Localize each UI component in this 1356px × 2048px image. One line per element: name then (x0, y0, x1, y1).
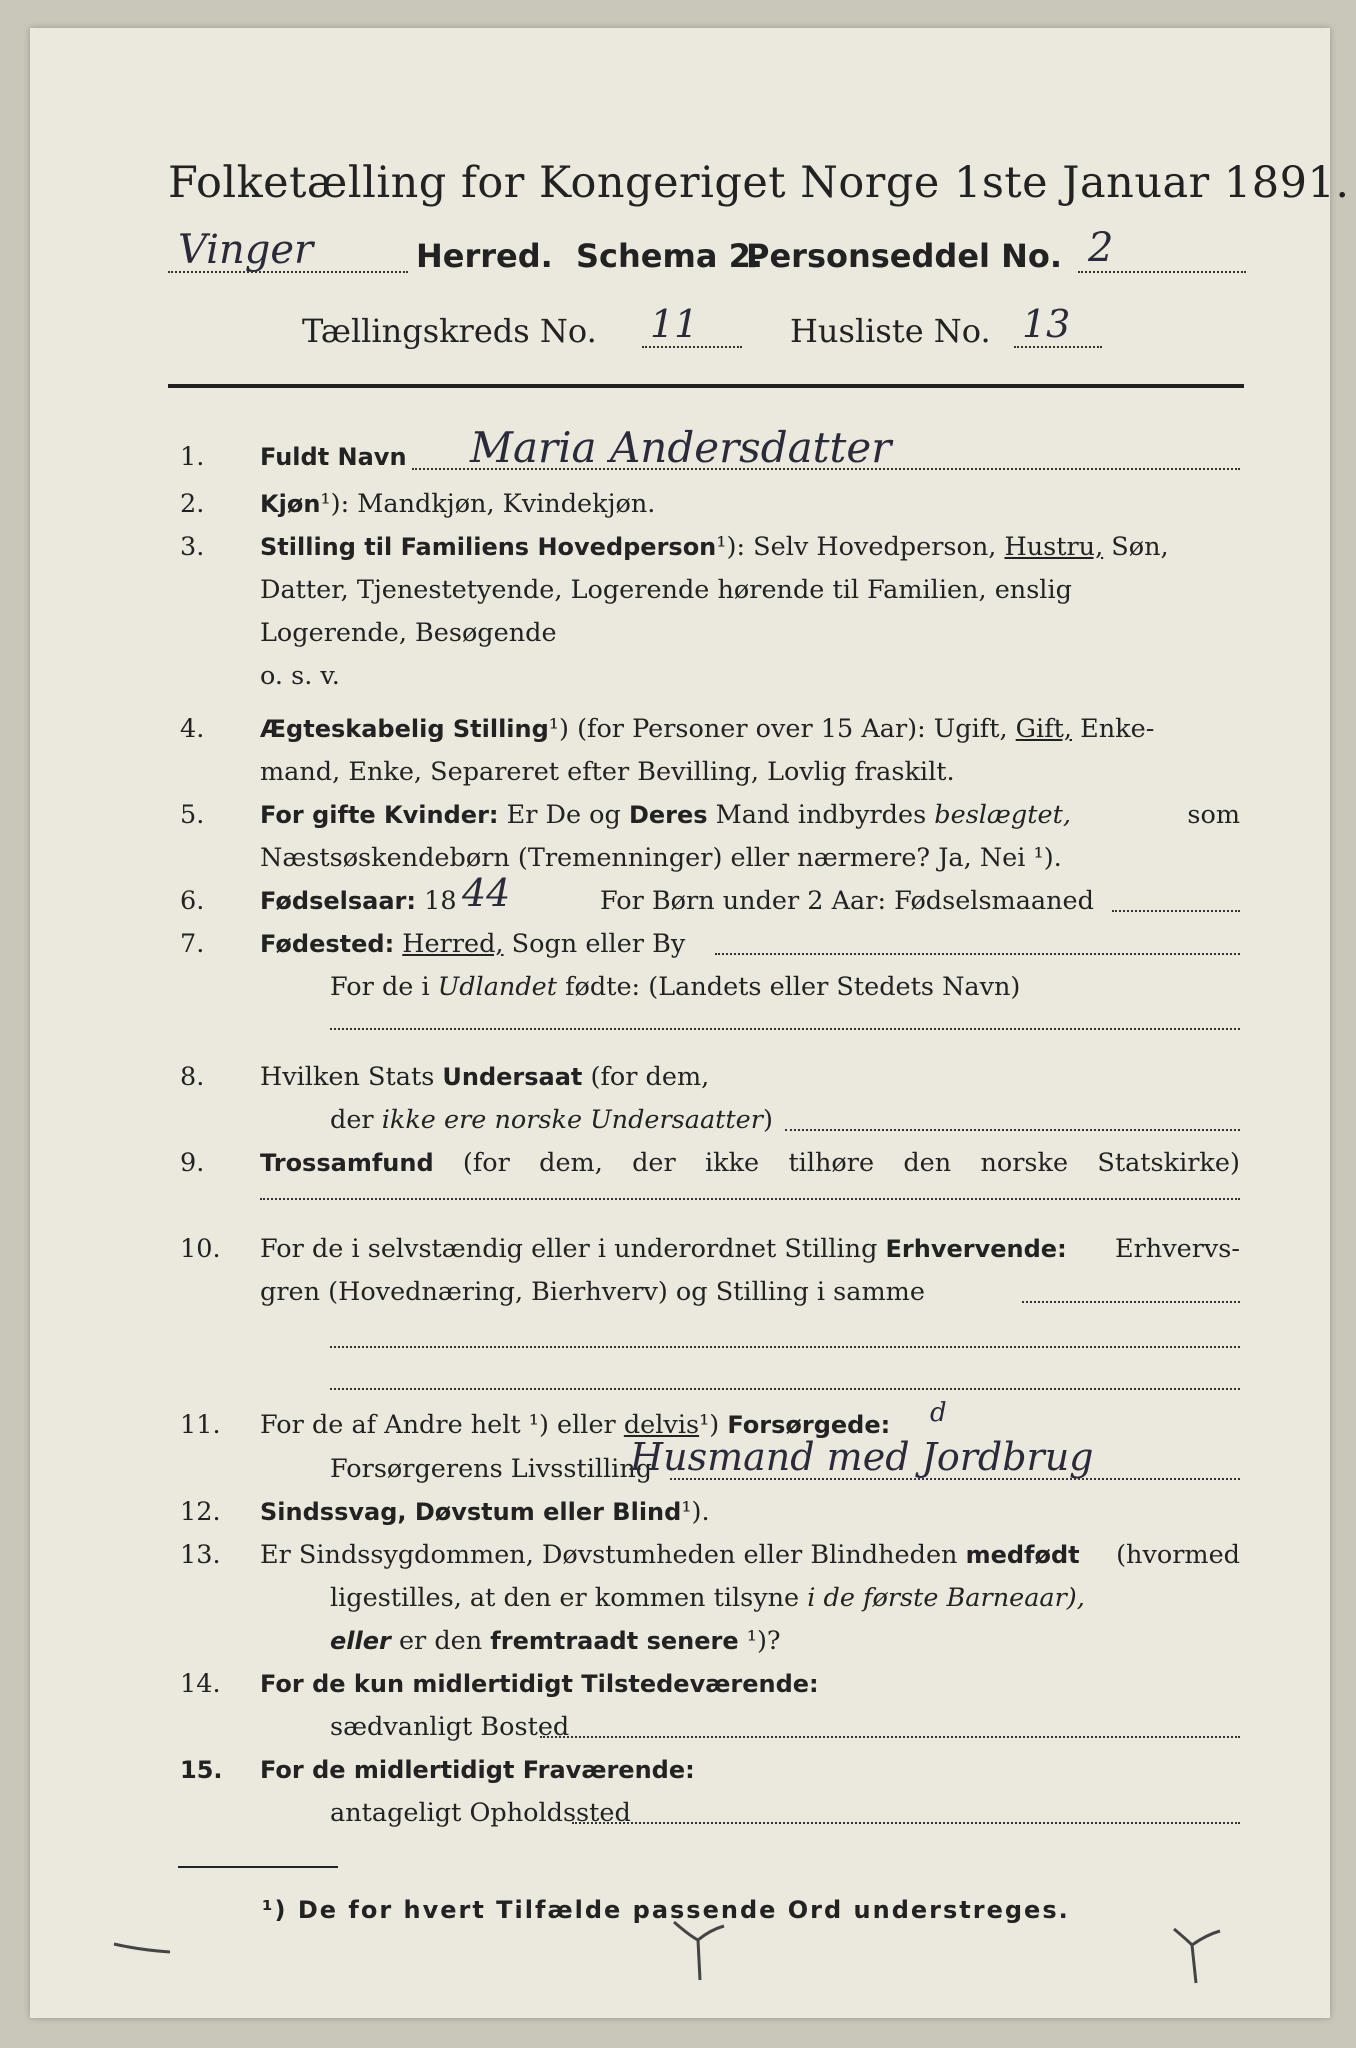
field-3-number: 3. (180, 532, 205, 562)
field-7-label: Fødested: (260, 930, 395, 958)
field-2-options: ¹): Mandkjøn, Kvindekjøn. (320, 489, 656, 519)
field-6-label: Fødselsaar: (260, 887, 416, 915)
field-10-dotted-line (1022, 1301, 1240, 1303)
taellingskreds-dotted-line (642, 346, 742, 348)
schema-label: Schema 2. (576, 237, 763, 275)
husliste-dotted-line (1014, 346, 1102, 348)
field-11-dotted-line (670, 1478, 1240, 1480)
taellingskreds-label: Tællingskreds No. (302, 312, 597, 350)
field-1-number: 1. (180, 442, 205, 472)
field-3-text-a: ¹): Selv Hovedperson, (716, 532, 997, 562)
field-4-gift-underlined: Gift, (1015, 714, 1072, 744)
field-9-label: Trossamfund (260, 1149, 434, 1177)
field-4-number: 4. (180, 714, 205, 744)
field-11-value: Husmand med Jordbrug (630, 1435, 1094, 1479)
field-11-number: 11. (180, 1410, 221, 1440)
pencil-mark-center (670, 1918, 730, 1988)
field-7-dotted-line (715, 953, 1240, 955)
field-7-number: 7. (180, 929, 205, 959)
herred-value: Vinger (178, 227, 314, 273)
field-14-dotted-line (540, 1736, 1240, 1738)
taellingskreds-line (302, 302, 1202, 358)
personseddel-label: Personseddel No. (746, 237, 1063, 275)
field-2-label: Kjøn (260, 490, 321, 518)
field-14-label: For de kun midlertidigt Tilstedeværende: (260, 1670, 819, 1698)
field-5-number: 5. (180, 800, 205, 830)
field-3-text-b: Søn, (1111, 532, 1169, 562)
personseddel-dotted-line (1078, 271, 1246, 273)
pencil-mark-left (110, 1928, 210, 1968)
field-10-label: Erhvervende: (885, 1235, 1067, 1263)
field-11-label: Forsørgede: (727, 1411, 891, 1439)
field-3-hustru-underlined: Hustru, (1004, 532, 1104, 562)
field-8-label: Undersaat (442, 1063, 583, 1091)
field-2-number: 2. (180, 489, 205, 519)
personseddel-value: 2 (1088, 225, 1114, 271)
husliste-label: Husliste No. (790, 312, 991, 350)
field-10-number: 10. (180, 1234, 221, 1264)
census-form-sheet: Folketælling for Kongeriget Norge 1ste Januar 1891. Vinger Herred. Schema 2. Personseddel No. 2 Tællingskreds No. 11 Husliste No. 13 1. Fuldt Navn Maria Andersdatter 2. Kjøn¹): Mandkjøn, Kvindekjøn. 3. Stilling til Familiens Hovedperson¹): Selv Hovedperson, Hustru, Søn, Datter, Tjenestetyende, Logerende hørende til Familien, enslig Logerende, Besøgende o. s. v. 4. Ægteskabelig Stilling¹) (for Personer over 15 Aar): Ugift, Gift, Enke- mand, Enke, Separeret efter Bevilling, Lovlig fraskilt. 5. For gifte Kvinder: Er De og Deres Mand indbyrdes beslægtet, som Næstsøskendebørn (Tremenninger) eller nærmere? Ja, Nei ¹). 6. Fødselsaar: 18 44 For Børn under 2 Aar: Fødselsmaaned 7. Fødested: Herred, Sogn eller By For de i Udlandet fødte: (Landets eller Stedets Navn) 8. Hvilken Stats Undersaat (for dem, der ikke ere norske Undersaatter) 9. Trossamfund (for dem, der ikke tilhøre den norske Statskirke) 10. For de i selvstændig eller i underordnet Stilling Erhvervende: Erhvervs- gren (Hovednæring, Bierhverv) og Stilling i samme 11. For de af Andre helt ¹) eller delvis¹) Forsørgede: d Forsørgerens Livsstilling Husmand med Jordbrug 12. Sindssvag, Døvstum eller Blind¹). 13. Er Sindssygdommen, Døvstumheden eller Blindheden medfødt (hvormed ligestilles, at den er kommen tilsyne i de første Barneaar), eller er den fremtraadt senere ¹)? 14. For de kun midlertidigt Tilstedeværende: sædvanligt Bosted 15. For de midlertidigt Fraværende: antageligt Opholdssted ¹) De for hvert Tilfælde passende Ord understreges. (30, 28, 1330, 2018)
footnote-rule (178, 1866, 338, 1868)
field-1-dotted-line (412, 468, 1240, 470)
field-14-number: 14. (180, 1669, 221, 1699)
field-4-label: Ægteskabelig Stilling (260, 715, 549, 743)
field-11-line-2: Forsørgerens Livsstilling Husmand med Jordbrug (180, 1448, 1240, 1498)
field-5-label: For gifte Kvinder: (260, 801, 499, 829)
field-15-dotted-line (572, 1822, 1240, 1824)
field-15-label: For de midlertidigt Fraværende: (260, 1756, 695, 1784)
field-11-delvis-underlined: delvis (623, 1410, 700, 1440)
field-7-herred-underlined: Herred, (402, 929, 504, 959)
footnote: ¹) De for hvert Tilfælde passende Ord understreges. (262, 1896, 1070, 1924)
field-15-number: 15. (180, 1756, 223, 1784)
field-6-value: 44 (462, 871, 511, 915)
field-6-dotted-line (1112, 910, 1240, 912)
field-8-number: 8. (180, 1062, 205, 1092)
field-6-number: 6. (180, 886, 205, 916)
field-1-label: Fuldt Navn (260, 443, 407, 471)
form-title: Folketælling for Kongeriget Norge 1ste Januar 1891. (168, 158, 1350, 208)
field-11-handwritten-mark: d (930, 1398, 947, 1428)
taellingskreds-value: 11 (650, 302, 699, 346)
field-1 (180, 423, 1240, 486)
field-7-blank-line (330, 1028, 1240, 1030)
field-13-number: 13. (180, 1540, 221, 1570)
field-1-value: Maria Andersdatter (470, 423, 892, 472)
herred-dotted-line (168, 271, 408, 273)
pencil-mark-right (1170, 1923, 1230, 1993)
field-13-label: medfødt (965, 1541, 1080, 1569)
husliste-value: 13 (1022, 302, 1071, 346)
field-8-dotted-line (785, 1129, 1240, 1131)
field-9-number: 9. (180, 1148, 205, 1178)
field-10-blank-line-1 (330, 1346, 1240, 1348)
herred-line (168, 225, 1248, 283)
field-12-number: 12. (180, 1497, 221, 1527)
header-separator (168, 384, 1244, 388)
field-12-label: Sindssvag, Døvstum eller Blind (260, 1498, 682, 1526)
field-6-text: For Børn under 2 Aar: Fødselsmaaned (600, 886, 1094, 916)
field-3-label: Stilling til Familiens Hovedperson (260, 533, 717, 561)
field-9-blank-line (260, 1198, 1240, 1200)
field-10-blank-line-2 (330, 1388, 1240, 1390)
herred-label: Herred. (416, 237, 553, 275)
